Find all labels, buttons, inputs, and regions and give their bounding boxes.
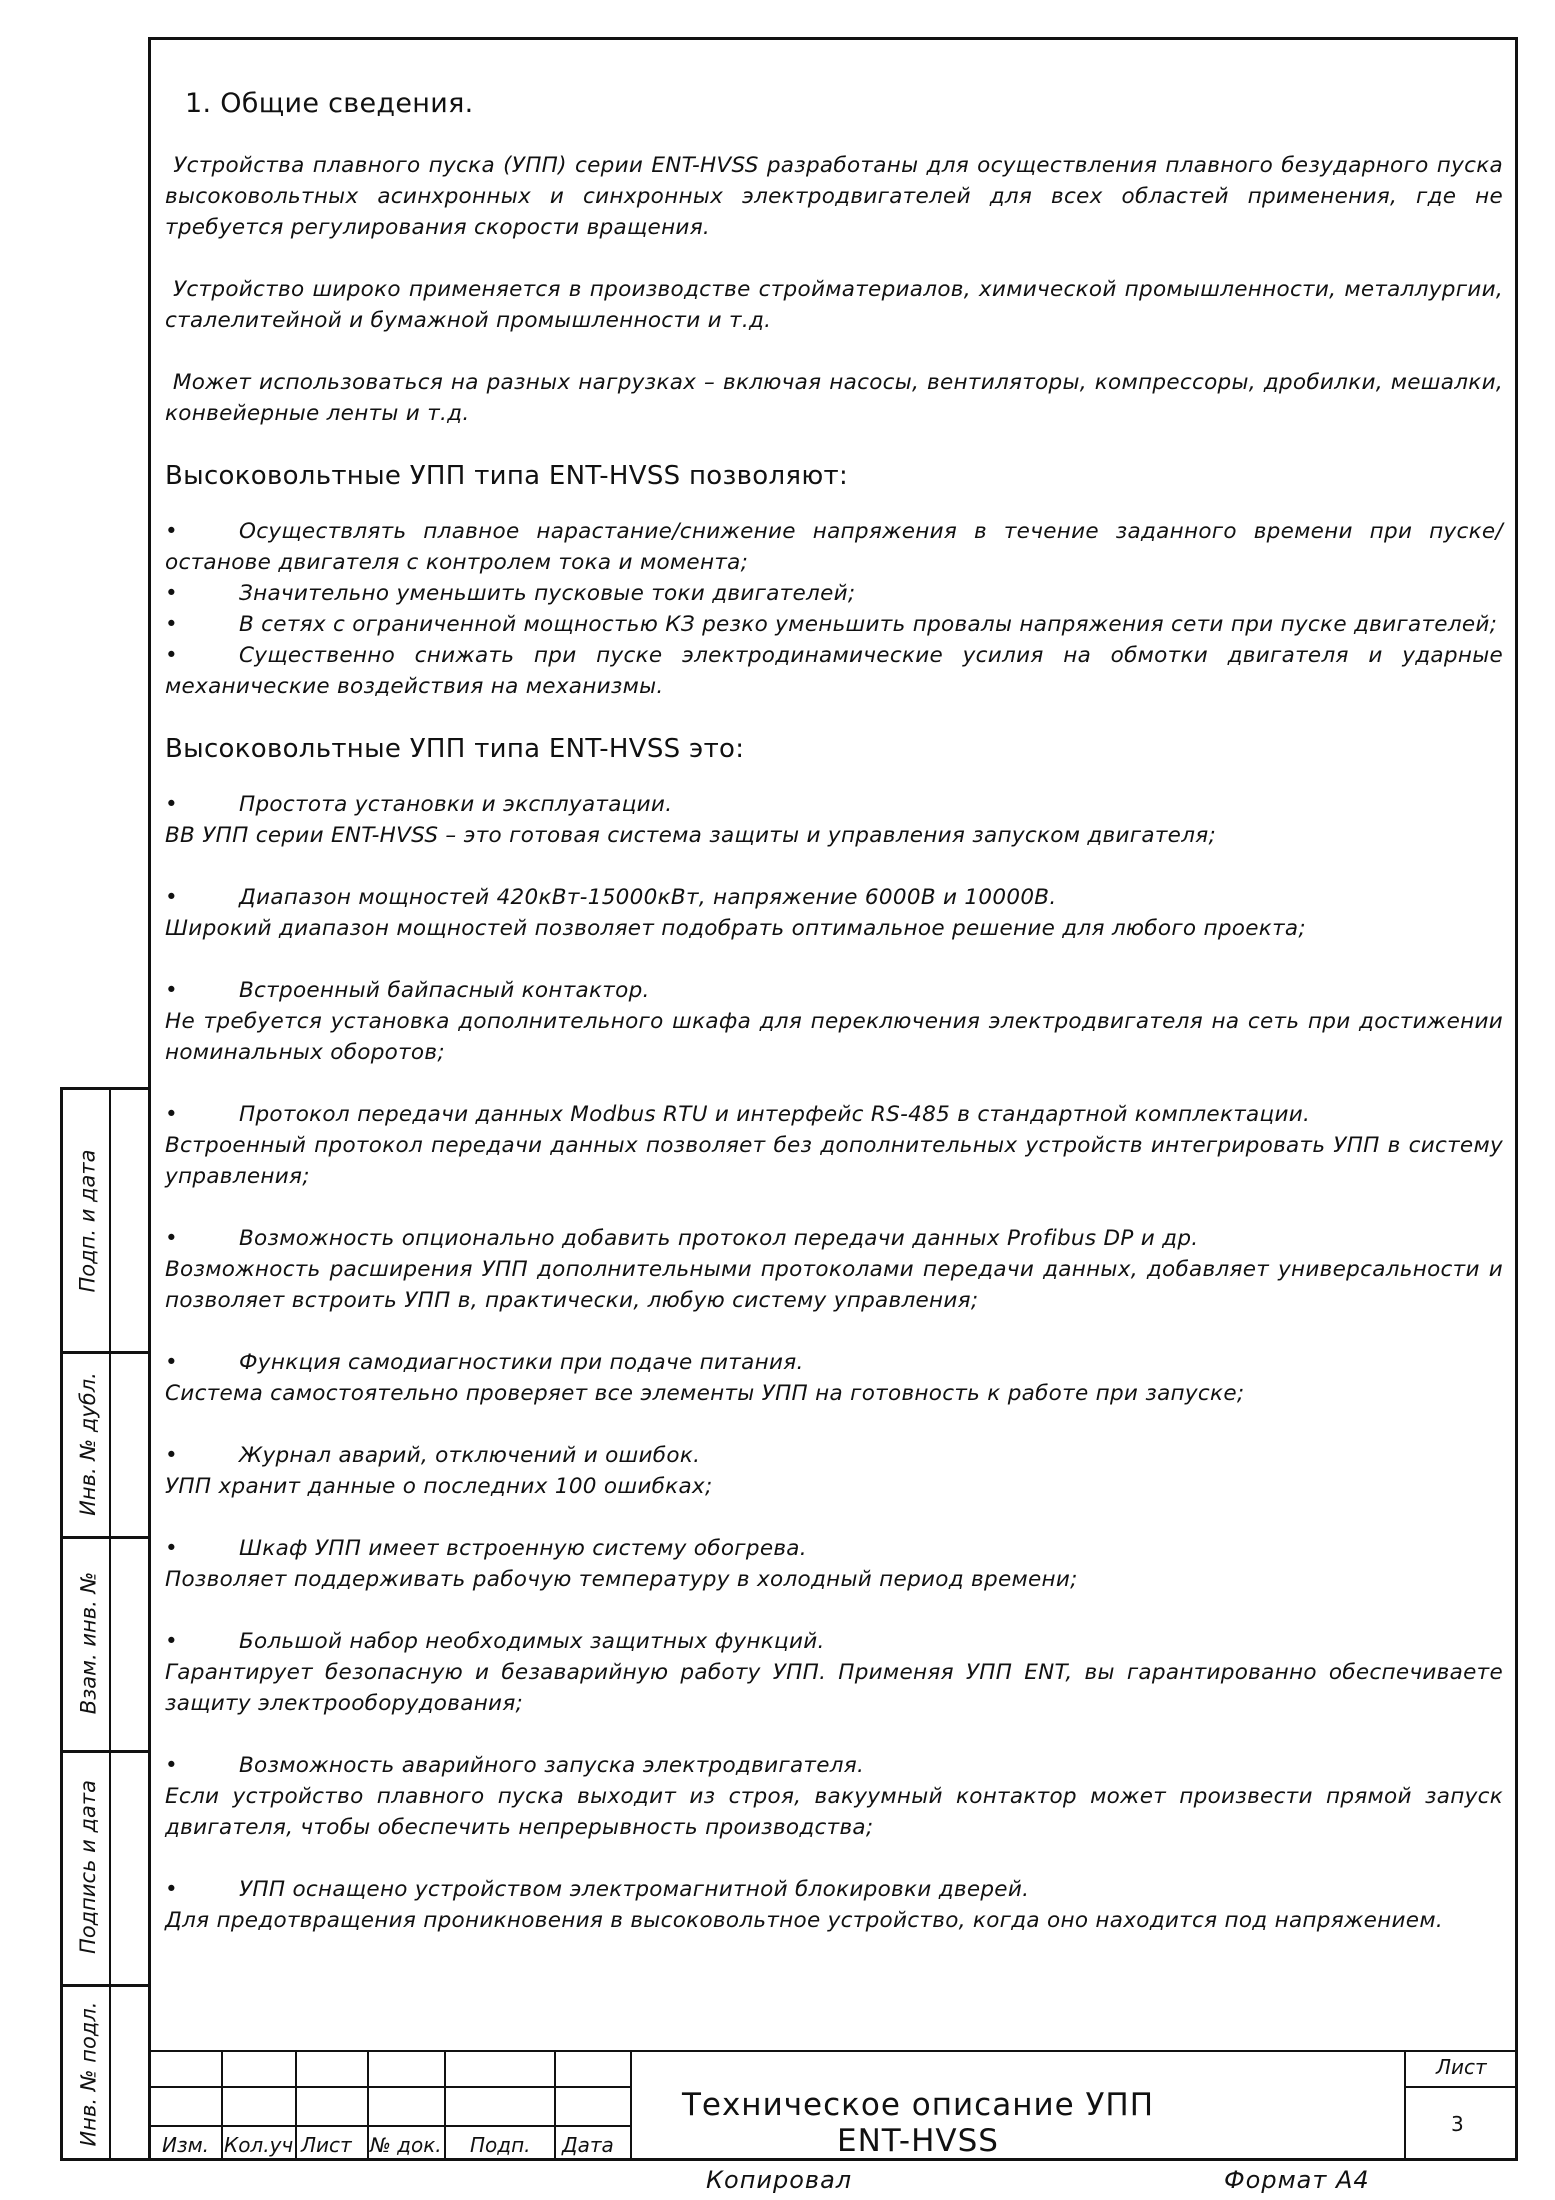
- bullet-icon: •: [165, 1536, 178, 1561]
- footer-copied: Копировал: [706, 2166, 853, 2194]
- feature-description: ВВ УПП серии ENT-HVSS – это готовая система защиты и управления запуском двигателя;: [165, 823, 1217, 848]
- side-label-signature-date: Подпись и дата: [76, 1780, 101, 1954]
- feature-title: • Диапазон мощностей 420кВт-15000кВт, напряжение 6000В и 10000В.: [165, 882, 1503, 913]
- feature-title: • Возможность опционально добавить протокол передачи данных Profibus DP и др.: [165, 1223, 1503, 1254]
- side-label-repl-inv: Взам. инв. №: [76, 1571, 100, 1715]
- feature-description: Система самостоятельно проверяет все элементы УПП на готовность к работе при запуске;: [165, 1381, 1245, 1406]
- feature-description: Для предотвращения проникновения в высоковольтное устройство, когда оно находится под напряжением.: [165, 1908, 1443, 1933]
- feature-title: • Протокол передачи данных Modbus RTU и интерфейс RS-485 в стандартной комплектации.: [165, 1099, 1503, 1130]
- feature-title: • Журнал аварий, отключений и ошибок.: [165, 1440, 1503, 1471]
- side-label-sign-date: Подп. и дата: [76, 1148, 100, 1293]
- paragraph-2: Устройство широко применяется в производстве стройматериалов, химической промышленности, металлургии, сталелитейной и бумажной промышленности и т.д.: [165, 277, 1503, 333]
- document-title: Техническое описание УПП ENT-HVSS: [681, 2087, 1155, 2159]
- allow-list: [165, 516, 1503, 702]
- feature-description: Широкий диапазон мощностей позволяет подобрать оптимальное решение для любого проекта;: [165, 916, 1306, 941]
- col-doc-no: № док.: [370, 2133, 442, 2157]
- allow-item: • Осуществлять плавное нарастание/снижение напряжения в течение заданного времени при пуске/останове двигателя с контролем тока и момента;: [165, 516, 1503, 578]
- sheet-number: 3: [1451, 2112, 1464, 2136]
- side-label-dup-inv: Инв. № дубл.: [76, 1371, 100, 1516]
- footer-format: Формат А4: [1224, 2166, 1370, 2194]
- side-label-orig-inv: Инв. № подл.: [76, 2001, 101, 2147]
- feature-description: Возможность расширения УПП дополнительными протоколами передачи данных, добавляет универсальности и позволяет встроить УПП в, практически, любую систему управления;: [165, 1257, 1503, 1313]
- feature-description: Если устройство плавного пуска выходит из строя, вакуумный контактор может произвести прямой запуск двигателя, чтобы обеспечить непрерывность производства;: [165, 1784, 1503, 1840]
- col-list: Лист: [301, 2133, 352, 2157]
- bullet-icon: •: [165, 792, 178, 817]
- paragraph-3: Может использоваться на разных нагрузках – включая насосы, вентиляторы, компрессоры, дробилки, мешалки, конвейерные ленты и т.д.: [165, 370, 1503, 426]
- bullet-icon: •: [165, 581, 178, 606]
- feature-title: • Шкаф УПП имеет встроенную систему обогрева.: [165, 1533, 1503, 1564]
- feature-title: • УПП оснащено устройством электромагнитной блокировки дверей.: [165, 1874, 1503, 1905]
- bullet-icon: •: [165, 1629, 178, 1654]
- col-izm: Изм.: [162, 2133, 210, 2157]
- allow-item: • В сетях с ограниченной мощностью КЗ резко уменьшить провалы напряжения сети при пуске двигателей;: [165, 609, 1503, 640]
- feature-title: • Встроенный байпасный контактор.: [165, 975, 1503, 1006]
- bullet-icon: •: [165, 885, 178, 910]
- col-kol-uch: Кол.уч: [224, 2133, 294, 2157]
- feature-description: Гарантирует безопасную и безаварийную работу УПП. Применяя УПП ENT, вы гарантированно обеспечиваете защиту электрооборудования;: [165, 1660, 1503, 1716]
- sheet-label: Лист: [1436, 2055, 1487, 2079]
- col-data: Дата: [562, 2133, 614, 2157]
- bullet-icon: •: [165, 1226, 178, 1251]
- bullet-icon: •: [165, 978, 178, 1003]
- feature-description: Не требуется установка дополнительного шкафа для переключения электродвигателя на сеть при достижении номинальных оборотов;: [165, 1009, 1503, 1065]
- feature-description: Позволяет поддерживать рабочую температуру в холодный период времени;: [165, 1567, 1078, 1592]
- allow-item: • Существенно снижать при пуске электродинамические усилия на обмотки двигателя и ударные механические воздействия на механизмы.: [165, 640, 1503, 702]
- section-heading: 1. Общие сведения.: [185, 88, 474, 119]
- bullet-icon: •: [165, 612, 178, 637]
- allow-item: • Значительно уменьшить пусковые токи двигателей;: [165, 578, 1503, 609]
- side-stamp: [60, 1087, 148, 2161]
- features-heading: Высоковольтные УПП типа ENT-HVSS это:: [165, 734, 745, 764]
- title-block: [148, 2050, 1518, 2161]
- document-body: [165, 88, 1503, 1936]
- feature-title: • Большой набор необходимых защитных функций.: [165, 1626, 1503, 1657]
- paragraph-1: Устройства плавного пуска (УПП) серии ENT-HVSS разработаны для осуществления плавного безударного пуска высоковольтных асинхронных и синхронных электродвигателей для всех областей применения, где не требуется регулирования скорости вращения.: [165, 153, 1503, 240]
- feature-description: УПП хранит данные о последних 100 ошибках;: [165, 1474, 713, 1499]
- bullet-icon: •: [165, 1350, 178, 1375]
- bullet-icon: •: [165, 1753, 178, 1778]
- col-podp: Подп.: [470, 2133, 531, 2157]
- bullet-icon: •: [165, 1443, 178, 1468]
- bullet-icon: •: [165, 1877, 178, 1902]
- bullet-icon: •: [165, 643, 178, 668]
- feature-title: • Простота установки и эксплуатации.: [165, 789, 1503, 820]
- feature-description: Встроенный протокол передачи данных позволяет без дополнительных устройств интегрировать УПП в систему управления;: [165, 1133, 1503, 1189]
- feature-title: • Функция самодиагностики при подаче питания.: [165, 1347, 1503, 1378]
- feature-title: • Возможность аварийного запуска электродвигателя.: [165, 1750, 1503, 1781]
- bullet-icon: •: [165, 519, 178, 544]
- allow-heading: Высоковольтные УПП типа ENT-HVSS позволяют:: [165, 461, 849, 491]
- bullet-icon: •: [165, 1102, 178, 1127]
- feature-list: [165, 789, 1503, 1936]
